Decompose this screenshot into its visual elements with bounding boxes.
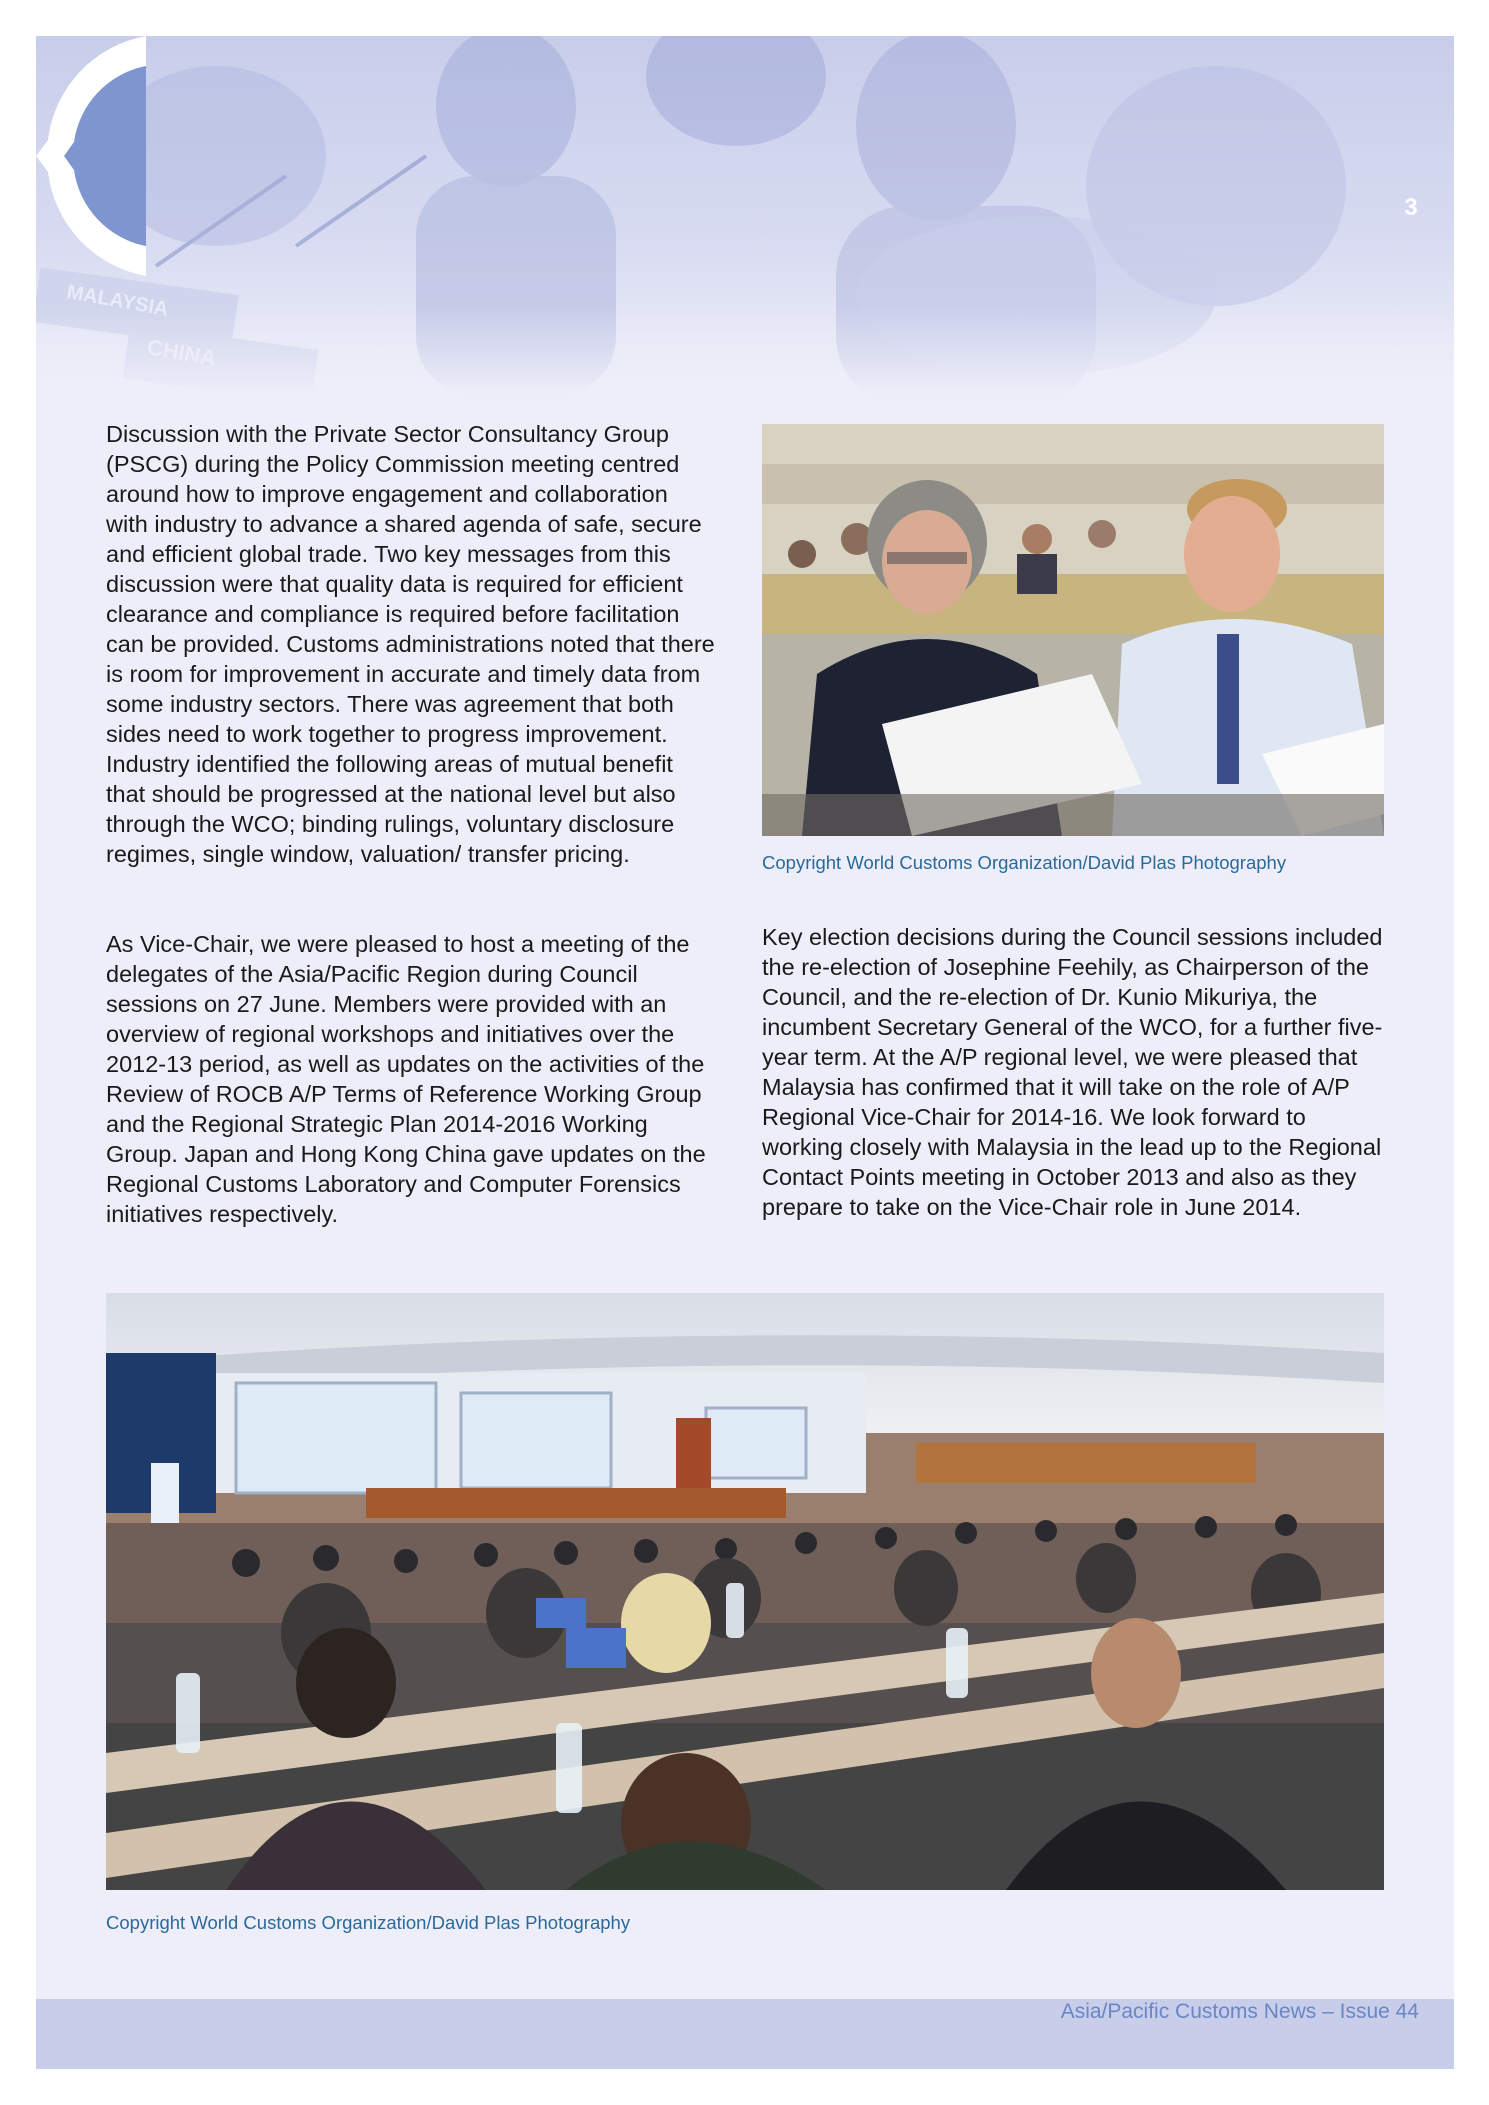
- photo-caption-top: Copyright World Customs Organization/David Plas Photography: [762, 852, 1287, 873]
- paragraph-pscg: Discussion with the Private Sector Consultancy Group (PSCG) during the Policy Commission meeting centred around how to improve engagement and collaboration with industry to advance a shared agenda of safe, secure and efficient global trade. Two key messages from this discussion were that quality data is required for efficient clearance and compliance is required before facilitation can be provided. Customs administrations noted that there is room for improvement in accurate and timely data from some industry sectors. There was agreement that both sides need to work together to progress improvement. Industry identified the following areas of mutual benefit that should be progressed at the national level but also through the WCO; binding rulings, voluntary disclosure regimes, single window, valuation/ transfer pricing.: [106, 421, 715, 867]
- article-column-left-top: [106, 419, 716, 869]
- header-photo-art: [36, 36, 1454, 396]
- page-number: 3: [1404, 194, 1418, 221]
- paragraph-elections: Key election decisions during the Council sessions included the re-election of Josephine Feehily, as Chairperson of the Council, and the re-election of Dr. Kunio Mikuriya, the incumbent Secretary General of the WCO, for a further five-year term. At the A/P regional level, we were pleased that Malaysia has confirmed that it will take on the role of A/P Regional Vice-Chair for 2014-16. We look forward to working closely with Malaysia in the lead up to the Regional Contact Points meeting in October 2013 and also as they prepare to take on the Vice-Chair role in June 2014.: [762, 924, 1383, 1220]
- page-number-tab: [36, 36, 146, 276]
- council-hall-photo: [106, 1293, 1384, 1890]
- delegates-photo: [762, 424, 1384, 836]
- page-sheet: [36, 36, 1454, 2069]
- photo-caption-bottom: Copyright World Customs Organization/David Plas Photography: [106, 1912, 631, 1933]
- footer-issue-label: Asia/Pacific Customs News – Issue 44: [1060, 2000, 1419, 2023]
- article-column-right: [762, 922, 1392, 1222]
- header-photo: [36, 36, 1454, 396]
- paragraph-vice-chair: As Vice-Chair, we were pleased to host a meeting of the delegates of the Asia/Pacific Region during Council sessions on 27 June. Members were provided with an overview of regional workshops and initiatives over the 2012-13 period, as well as updates on the activities of the Review of ROCB A/P Terms of Reference Working Group and the Regional Strategic Plan 2014-2016 Working Group. Japan and Hong Kong China gave updates on the Regional Customs Laboratory and Computer Forensics initiatives respectively.: [106, 931, 706, 1227]
- article-column-left-bottom: [106, 929, 716, 1229]
